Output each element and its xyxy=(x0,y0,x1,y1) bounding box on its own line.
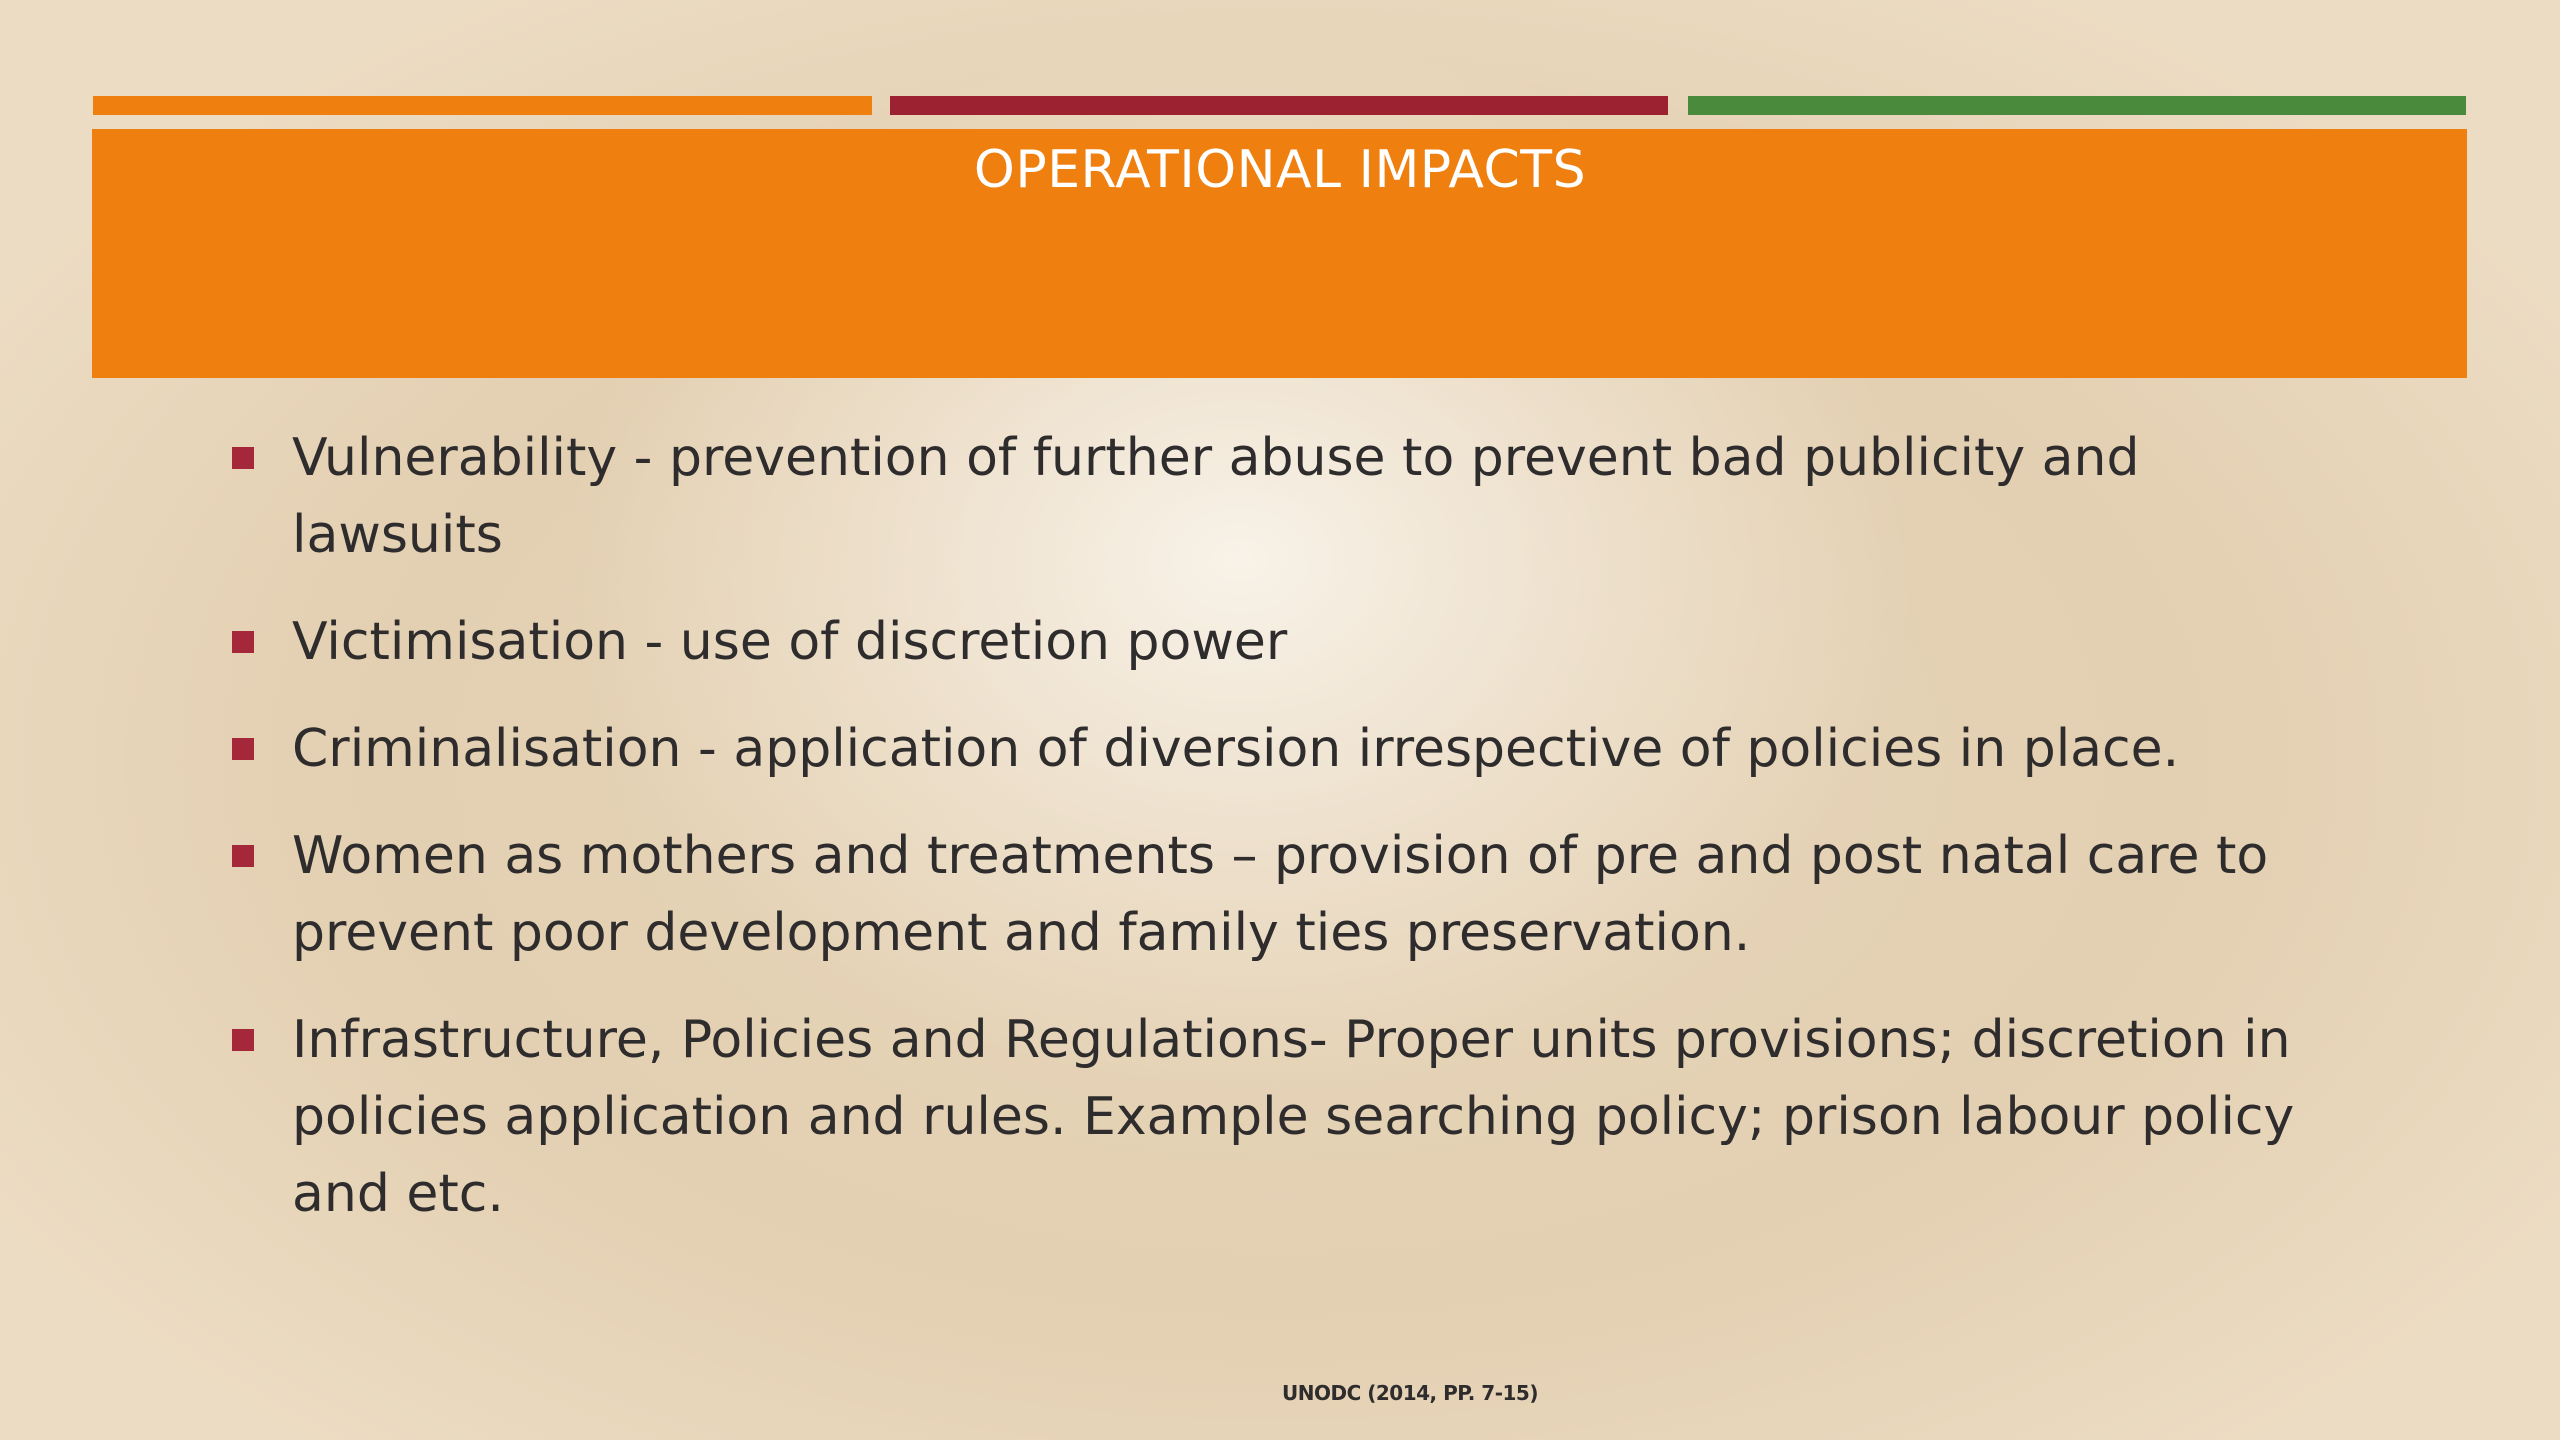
bullet-text: Victimisation - use of discretion power xyxy=(292,612,1288,672)
bullet-text: Infrastructure, Policies and Regulations- Proper units provisions; discretion in policies application and rules. Example searching policy; prison labour policy and etc. xyxy=(292,1010,2295,1224)
citation: UNODC (2014, PP. 7-15) xyxy=(1282,1381,1538,1405)
bullet-text: Criminalisation - application of diversion irrespective of policies in place. xyxy=(292,719,2180,779)
bullet-text: Vulnerability - prevention of further abuse to prevent bad publicity and lawsuits xyxy=(292,428,2140,565)
square-bullet-icon xyxy=(232,631,254,653)
bullet-item xyxy=(228,1002,2318,1233)
bullet-item xyxy=(228,711,2318,788)
accent-bar-green xyxy=(1688,96,2466,115)
bullet-text: Women as mothers and treatments – provision of pre and post natal care to prevent poor development and family ties preservation. xyxy=(292,826,2269,963)
square-bullet-icon xyxy=(232,1029,254,1051)
square-bullet-icon xyxy=(232,738,254,760)
bullet-item xyxy=(228,604,2318,681)
bullet-item xyxy=(228,818,2318,972)
square-bullet-icon xyxy=(232,447,254,469)
accent-bar-red xyxy=(890,96,1668,115)
accent-bar-orange xyxy=(93,96,872,115)
square-bullet-icon xyxy=(232,845,254,867)
bullet-list xyxy=(228,420,2318,1263)
bullet-item xyxy=(228,420,2318,574)
slide-title: OPERATIONAL IMPACTS xyxy=(973,140,1587,200)
